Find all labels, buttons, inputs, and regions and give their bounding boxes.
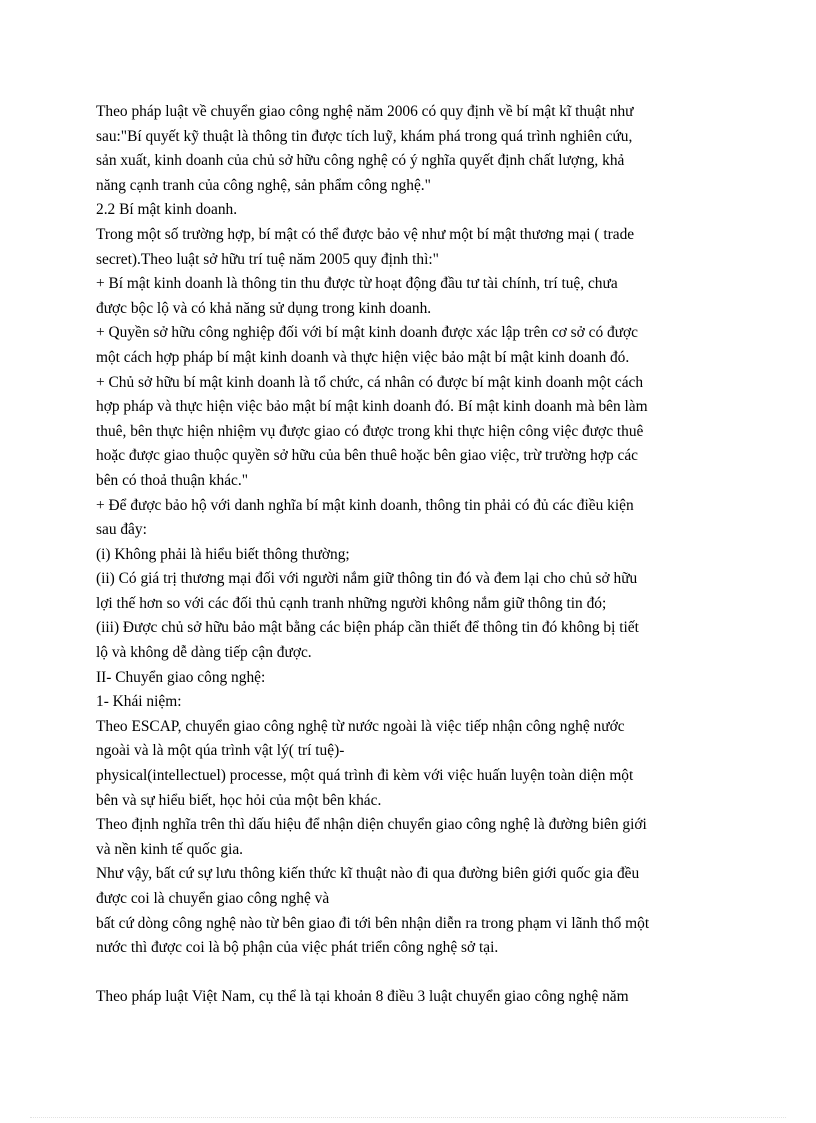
paragraph <box>96 616 722 665</box>
paragraph <box>96 813 722 862</box>
text-line: Theo định nghĩa trên thì dấu hiệu để nhận diện chuyển giao công nghệ là đường biên giới <box>96 816 647 834</box>
paragraph <box>96 543 722 568</box>
text-line: 2.2 Bí mật kinh doanh. <box>96 201 238 219</box>
text-line: Theo ESCAP, chuyển giao công nghệ từ nước ngoài là việc tiếp nhận công nghệ nước <box>96 717 625 735</box>
document-body <box>96 100 722 1010</box>
paragraph <box>96 100 722 198</box>
paragraph <box>96 715 722 764</box>
text-line: lộ và không dễ dàng tiếp cận được. <box>96 644 312 662</box>
paragraph <box>96 321 722 370</box>
text-line: một cách hợp pháp bí mật kinh doanh và thực hiện việc bảo mật bí mật kinh doanh đó. <box>96 348 630 366</box>
text-line: bên có thoả thuận khác." <box>96 471 249 489</box>
paragraph <box>96 690 722 715</box>
text-line: được bộc lộ và có khả năng sử dụng trong kinh doanh. <box>96 299 432 317</box>
text-line: năng cạnh tranh của công nghệ, sản phẩm công nghệ." <box>96 176 431 194</box>
paragraph <box>96 764 722 813</box>
text-line: + Chủ sở hữu bí mật kinh doanh là tổ chức, cá nhân có được bí mật kinh doanh một cách <box>96 373 644 391</box>
page-bottom-rule <box>30 1117 786 1118</box>
blank-line <box>96 961 722 986</box>
text-line: hợp pháp và thực hiện việc bảo mật bí mật kinh doanh đó. Bí mật kinh doanh mà bên làm <box>96 398 648 416</box>
paragraph <box>96 862 722 911</box>
paragraph <box>96 272 722 321</box>
paragraph <box>96 198 722 223</box>
text-line: (iii) Được chủ sở hữu bảo mật bằng các biện pháp cần thiết để thông tin đó không bị tiết <box>96 619 639 637</box>
text-line: physical(intellectuel) processe, một quá trình đi kèm với việc huấn luyện toàn diện một <box>96 767 634 785</box>
text-line: và nền kinh tế quốc gia. <box>96 840 244 858</box>
text-line: bên và sự hiểu biết, học hỏi của một bên khác. <box>96 791 382 809</box>
text-line: sau:"Bí quyết kỹ thuật là thông tin được tích luỹ, khám phá trong quá trình nghiên cứu, <box>96 127 633 145</box>
text-line: hoặc được giao thuộc quyền sở hữu của bên thuê hoặc bên giao việc, trừ trường hợp các <box>96 447 639 465</box>
text-line: thuê, bên thực hiện nhiệm vụ được giao có được trong khi thực hiện công việc được thuê <box>96 422 644 440</box>
paragraph <box>96 985 722 1010</box>
text-line: Trong một số trường hợp, bí mật có thể được bảo vệ như một bí mật thương mại ( trade <box>96 225 635 243</box>
paragraph <box>96 223 722 272</box>
text-line: Theo pháp luật Việt Nam, cụ thể là tại khoản 8 điều 3 luật chuyển giao công nghệ năm <box>96 988 629 1006</box>
text-line: ngoài và là một qúa trình vật lý( trí tuệ)- <box>96 742 345 760</box>
text-line: II- Chuyển giao công nghệ: <box>96 668 266 686</box>
text-line: Theo pháp luật về chuyển giao công nghệ năm 2006 có quy định về bí mật kĩ thuật như <box>96 103 634 120</box>
text-line: + Bí mật kinh doanh là thông tin thu được từ hoạt động đầu tư tài chính, trí tuệ, chưa <box>96 275 618 293</box>
text-line: + Để được bảo hộ với danh nghĩa bí mật kinh doanh, thông tin phải có đủ các điều kiện <box>96 496 634 514</box>
text-line: lợi thế hơn so với các đối thủ cạnh tranh những người không nắm giữ thông tin đó; <box>96 594 607 612</box>
paragraph <box>96 494 722 543</box>
text-line: bất cứ dòng công nghệ nào từ bên giao đi tới bên nhận diễn ra trong phạm vi lãnh thổ một <box>96 914 650 932</box>
text-line: secret).Theo luật sở hữu trí tuệ năm 2005 quy định thì:" <box>96 250 439 268</box>
text-line: sản xuất, kinh doanh của chủ sở hữu công nghệ có ý nghĩa quyết định chất lượng, khả <box>96 152 625 170</box>
text-line: (ii) Có giá trị thương mại đối với người nắm giữ thông tin đó và đem lại cho chủ sở hữu <box>96 570 638 588</box>
text-line: (i) Không phải là hiểu biết thông thường; <box>96 545 350 563</box>
paragraph <box>96 912 722 961</box>
paragraph <box>96 567 722 616</box>
text-line: Như vậy, bất cứ sự lưu thông kiến thức kĩ thuật nào đi qua đường biên giới quốc gia đều <box>96 865 640 883</box>
paragraph <box>96 371 722 494</box>
text-line: được coi là chuyển giao công nghệ và <box>96 890 330 907</box>
text-line: 1- Khái niệm: <box>96 693 182 711</box>
text-line: sau đây: <box>96 521 147 539</box>
text-line: + Quyền sở hữu công nghiệp đối với bí mật kinh doanh được xác lập trên cơ sở có được <box>96 324 639 342</box>
paragraph <box>96 666 722 691</box>
text-line: nước thì được coi là bộ phận của việc phát triển công nghệ sở tại. <box>96 939 499 957</box>
